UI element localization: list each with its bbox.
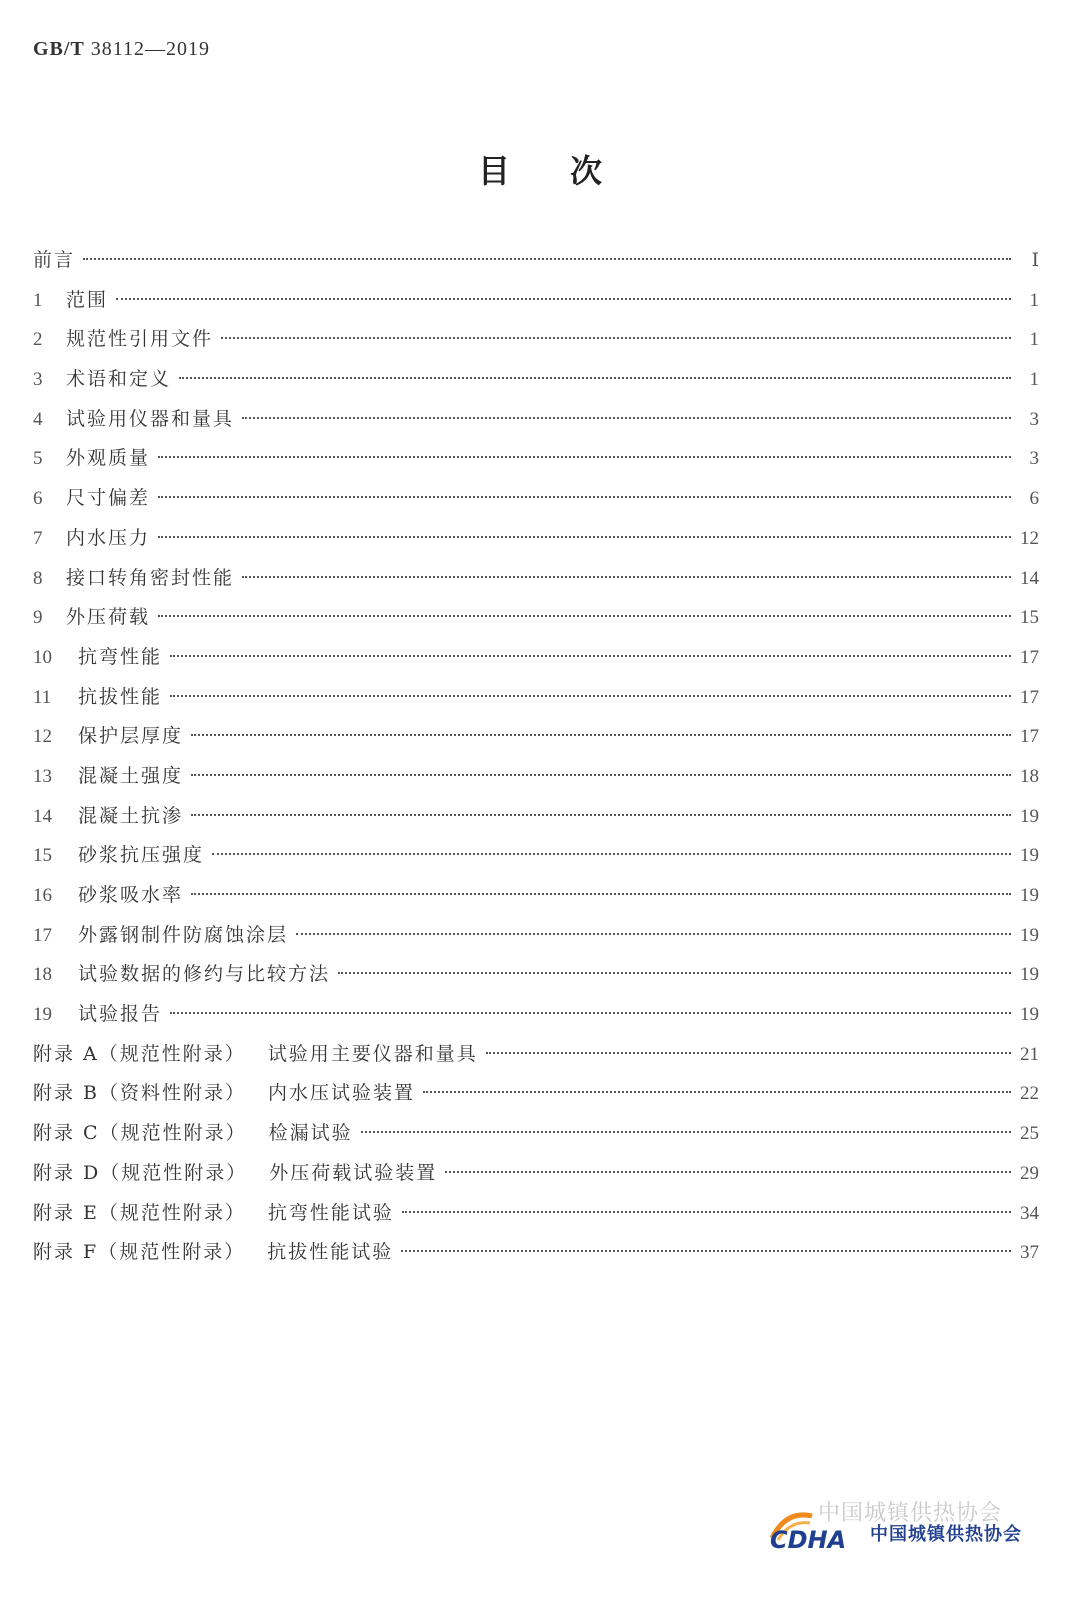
cdha-abbr: CDHA — [770, 1526, 847, 1552]
toc-leader-dots — [242, 576, 1011, 578]
toc-entry[interactable] — [33, 1198, 1039, 1238]
standard-prefix: GB/T — [33, 38, 85, 60]
toc-entry-page: 17 — [1020, 686, 1039, 708]
toc-entry-label: 抗弯性能 — [78, 645, 163, 668]
standard-number: 38112—2019 — [90, 38, 211, 60]
toc-entry-label — [33, 1198, 394, 1225]
toc-entry-page: 1 — [1029, 329, 1039, 351]
table-of-contents — [33, 245, 1039, 1277]
toc-leader-dots — [212, 853, 1011, 855]
toc-entry-page: 1 — [1029, 289, 1039, 311]
page-title: 目次 — [477, 152, 662, 190]
toc-entry[interactable] — [33, 364, 1039, 404]
toc-entry-number: 9 — [33, 607, 43, 629]
toc-appendix-tag: 附录 E（规范性附录） — [33, 1201, 246, 1224]
toc-entry-number: 7 — [33, 527, 43, 549]
toc-entry-number: 8 — [33, 567, 43, 589]
toc-entry-number: 11 — [33, 686, 52, 708]
toc-leader-dots — [158, 615, 1011, 617]
toc-entry-label: 外露钢制件防腐蚀涂层 — [78, 923, 289, 946]
toc-entry-number: 4 — [33, 408, 43, 430]
toc-entry[interactable] — [33, 563, 1039, 603]
toc-entry-label: 试验数据的修约与比较方法 — [78, 963, 331, 986]
toc-entry-label: 前言 — [33, 249, 76, 271]
toc-entry[interactable] — [33, 801, 1039, 841]
toc-entry-label: 混凝土抗渗 — [78, 804, 184, 827]
toc-entry-page: 21 — [1020, 1043, 1039, 1065]
toc-entry-page: 15 — [1020, 607, 1039, 629]
toc-entry[interactable] — [33, 999, 1039, 1039]
toc-entry-page: 25 — [1020, 1123, 1039, 1145]
toc-entry-label: 内水压力 — [66, 526, 151, 549]
toc-entry[interactable] — [33, 1118, 1039, 1158]
toc-entry[interactable] — [33, 285, 1039, 325]
toc-leader-dots — [242, 417, 1011, 419]
toc-appendix-tag: 附录 A（规范性附录） — [33, 1042, 246, 1065]
toc-leader-dots — [423, 1091, 1011, 1093]
toc-leader-dots — [83, 258, 1011, 260]
toc-entry-page: 34 — [1020, 1202, 1039, 1224]
toc-entry-label: 抗拔性能 — [78, 685, 163, 708]
toc-entry-label — [33, 1237, 393, 1264]
toc-appendix-title: 内水压试验装置 — [268, 1082, 416, 1105]
toc-entry-number: 3 — [33, 369, 43, 391]
toc-entry-page: 37 — [1020, 1242, 1039, 1264]
toc-entry[interactable] — [33, 1078, 1039, 1118]
toc-entry-label: 规范性引用文件 — [66, 328, 214, 351]
toc-entry[interactable] — [33, 483, 1039, 523]
toc-entry-page: 12 — [1020, 527, 1039, 549]
toc-leader-dots — [170, 655, 1011, 657]
toc-leader-dots — [158, 496, 1011, 498]
toc-entry-page: 17 — [1020, 726, 1039, 748]
toc-entry-page: 1 — [1029, 369, 1039, 391]
toc-entry-number: 16 — [33, 885, 52, 906]
toc-entry-label: 外压荷载 — [66, 606, 151, 629]
toc-entry-label: 接口转角密封性能 — [66, 566, 235, 589]
toc-leader-dots — [221, 337, 1011, 339]
toc-leader-dots — [191, 814, 1011, 816]
toc-leader-dots — [191, 734, 1011, 736]
toc-appendix-title: 抗弯性能试验 — [267, 1201, 394, 1224]
toc-leader-dots — [486, 1052, 1011, 1054]
toc-leader-dots — [361, 1131, 1011, 1133]
toc-leader-dots — [116, 298, 1011, 300]
toc-entry[interactable] — [33, 721, 1039, 761]
toc-entry-number: 10 — [33, 646, 52, 668]
toc-appendix-tag: 附录 D（规范性附录） — [33, 1161, 248, 1184]
toc-entry[interactable] — [33, 642, 1039, 682]
toc-entry-number: 6 — [33, 488, 43, 510]
toc-entry-label: 保护层厚度 — [78, 725, 184, 748]
watermark-text: 中国城镇供热协会 — [818, 1501, 1003, 1526]
toc-entry[interactable] — [33, 324, 1039, 364]
toc-entry[interactable] — [33, 245, 1039, 285]
toc-entry-label — [33, 1118, 353, 1145]
toc-entry-label — [33, 1078, 415, 1105]
toc-entry-label: 砂浆吸水率 — [78, 884, 184, 906]
toc-entry-number: 19 — [33, 1004, 52, 1026]
toc-entry[interactable] — [33, 761, 1039, 801]
toc-entry-number: 2 — [33, 329, 43, 351]
toc-leader-dots — [445, 1171, 1011, 1173]
toc-entry[interactable] — [33, 880, 1039, 920]
standard-code — [33, 38, 210, 61]
toc-entry-label: 范围 — [66, 288, 109, 311]
toc-leader-dots — [179, 377, 1011, 379]
toc-appendix-title: 抗拔性能试验 — [267, 1241, 394, 1264]
toc-entry-label: 尺寸偏差 — [66, 487, 151, 510]
toc-entry-number: 14 — [33, 805, 52, 827]
toc-entry[interactable] — [33, 404, 1039, 444]
toc-entry-page: 19 — [1020, 924, 1039, 946]
toc-leader-dots — [170, 695, 1011, 697]
toc-entry[interactable] — [33, 840, 1039, 880]
toc-entry-page: 19 — [1020, 964, 1039, 986]
toc-entry-page: 19 — [1020, 845, 1039, 867]
org-name: 中国城镇供热协会 — [870, 1524, 1022, 1545]
toc-entry-number: 12 — [33, 726, 52, 748]
toc-appendix-tag: 附录 F（规范性附录） — [33, 1241, 246, 1264]
toc-entry-number: 17 — [33, 924, 52, 946]
toc-entry-number: 15 — [33, 845, 52, 867]
toc-entry-page: 19 — [1020, 1004, 1039, 1026]
toc-leader-dots — [401, 1250, 1011, 1252]
toc-entry[interactable] — [33, 523, 1039, 563]
toc-leader-dots — [191, 893, 1011, 895]
toc-entry-label: 砂浆抗压强度 — [78, 844, 205, 867]
toc-entry-page: Ⅰ — [1031, 250, 1039, 271]
toc-entry-page: 18 — [1020, 765, 1039, 787]
toc-appendix-title: 试验用主要仪器和量具 — [267, 1042, 478, 1065]
toc-entry-number: 13 — [33, 765, 52, 787]
cdha-logo — [766, 1494, 1056, 1564]
toc-leader-dots — [191, 774, 1011, 776]
toc-entry-page: 29 — [1020, 1162, 1039, 1184]
toc-appendix-title: 外压荷载试验装置 — [269, 1161, 438, 1184]
toc-entry[interactable] — [33, 1237, 1039, 1277]
toc-entry[interactable] — [33, 1158, 1039, 1198]
toc-entry-page: 17 — [1020, 646, 1039, 668]
toc-entry-page: 19 — [1020, 805, 1039, 827]
toc-entry-label — [33, 1039, 478, 1066]
toc-entry-page: 6 — [1029, 488, 1039, 510]
toc-leader-dots — [338, 972, 1011, 974]
toc-entry-label: 混凝土强度 — [78, 764, 184, 787]
toc-entry-label — [33, 1158, 437, 1185]
cdha-emblem-icon — [766, 1508, 866, 1552]
toc-leader-dots — [158, 456, 1011, 458]
toc-entry[interactable] — [33, 602, 1039, 642]
toc-entry-page: 3 — [1029, 448, 1039, 470]
toc-leader-dots — [402, 1211, 1011, 1213]
toc-entry[interactable] — [33, 920, 1039, 960]
toc-entry[interactable] — [33, 1039, 1039, 1079]
toc-entry-label: 试验报告 — [78, 1003, 163, 1026]
toc-appendix-tag: 附录 C（规范性附录） — [33, 1122, 247, 1145]
toc-entry[interactable] — [33, 682, 1039, 722]
toc-appendix-title: 检漏试验 — [268, 1122, 353, 1145]
toc-entry-page: 14 — [1020, 567, 1039, 589]
toc-entry-page: 19 — [1020, 885, 1039, 906]
toc-appendix-tag: 附录 B（资料性附录） — [33, 1082, 247, 1105]
toc-entry-label: 术语和定义 — [66, 368, 172, 391]
toc-leader-dots — [170, 1012, 1011, 1014]
toc-entry-label: 外观质量 — [66, 447, 151, 470]
toc-leader-dots — [296, 933, 1011, 935]
toc-entry-number: 1 — [33, 289, 43, 311]
toc-entry-number: 18 — [33, 964, 52, 986]
toc-entry-page: 3 — [1029, 408, 1039, 430]
toc-entry[interactable] — [33, 443, 1039, 483]
toc-leader-dots — [158, 536, 1011, 538]
toc-entry-page: 22 — [1020, 1083, 1039, 1105]
toc-entry-label: 试验用仪器和量具 — [66, 407, 235, 430]
toc-entry[interactable] — [33, 959, 1039, 999]
toc-entry-number: 5 — [33, 448, 43, 470]
